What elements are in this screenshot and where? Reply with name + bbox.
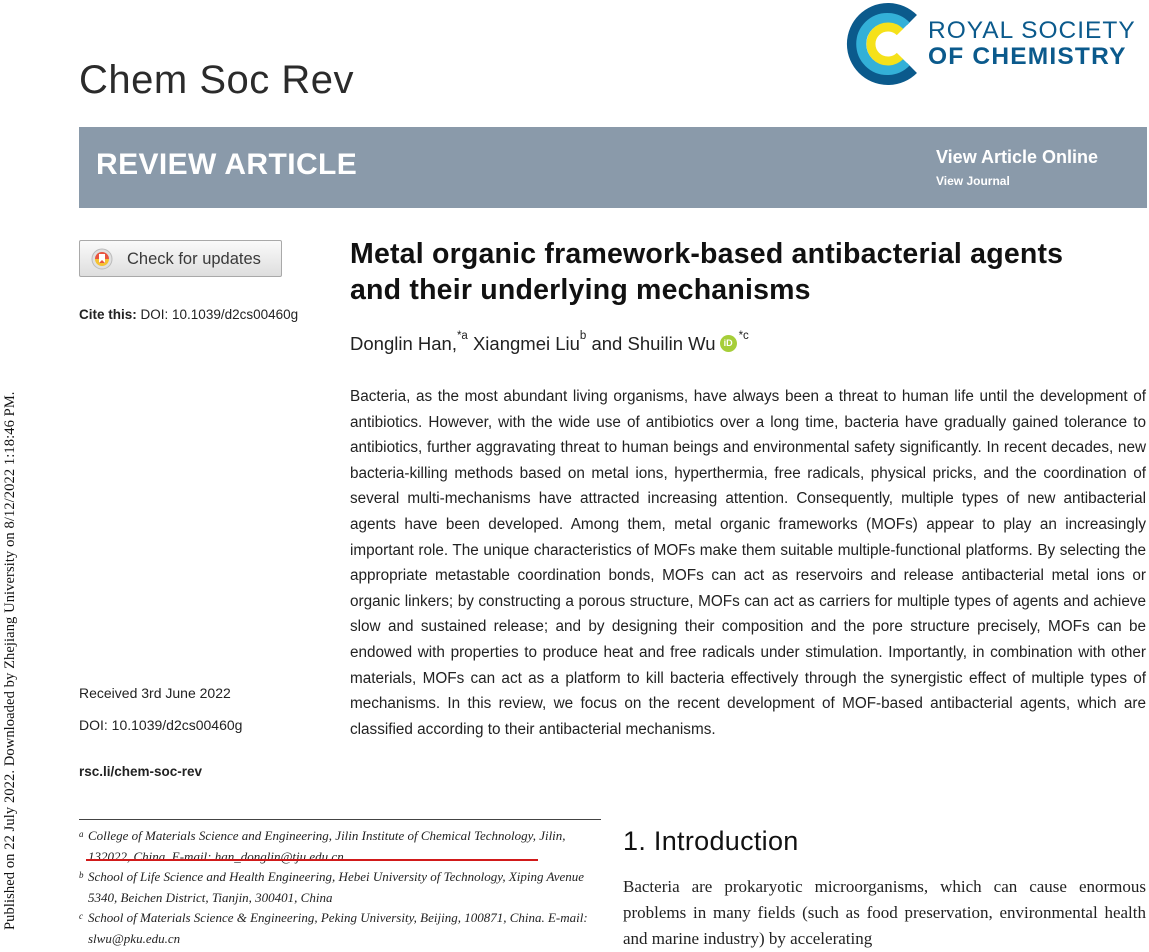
author-affiliation-mark: *a [456,330,468,342]
article-type: REVIEW ARTICLE [96,148,358,181]
affiliation-mark: c [79,911,83,922]
author-name[interactable]: Shuilin Wu [627,333,716,354]
author-affiliation-mark: b [579,330,587,342]
affiliation-mark: a [79,829,84,839]
affiliation-item [79,908,604,949]
red-annotation-underline [86,859,538,861]
journal-title: Chem Soc Rev [79,58,354,102]
rsc-logo-wordmark [928,18,1136,69]
download-stamp-text: Published on 22 July 2022. Downloaded by Zhejiang University on 8/12/2022 1:18:46 PM. [2,391,18,930]
cite-label: Cite this: [79,307,137,322]
affiliation-text: College of Materials Science and Engineering, Jilin Institute of Chemical Technology, Jilin, 132022, China. E-mail: han_donglin@tju.edu.cn [88,828,566,864]
received-date: Received 3rd June 2022 [79,685,231,701]
rsc-logo-line1: ROYAL SOCIETY [928,17,1136,44]
footnote-divider [79,819,601,820]
cite-this [79,307,298,322]
cite-doi[interactable]: DOI: 10.1039/d2cs00460g [140,307,299,322]
orcid-icon[interactable]: iD [720,335,737,352]
affiliation-footnotes [79,826,604,950]
abstract: Bacteria, as the most abundant living organisms, have always been a threat to human life until the development of antibiotics. However, with the wide use of antibiotics over a long time, bacteria have gradually gained tolerance to antibiotics, further aggravating threat to human beings and environmental safety significantly. In recent decades, new bacteria-killing methods based on metal ions, hyperthermia, free radicals, physical pricks, and the coordination of several multi-mechanisms have attracted increasing attention. Consequently, multiple types of new antibacterial agents have been developed. Among them, metal organic frameworks (MOFs) appear to play an increasingly important role. The unique characteristics of MOFs make them suitable multiple-functional platforms. By selecting the appropriate metastable coordination bonds, MOFs can act as reservoirs and release antibacterial metal ions or organic linkers; by constructing a porous structure, MOFs can act as carriers for multiple types of agents and achieve slow and sustained release; and by designing their composition and the pore structure precisely, MOFs can be endowed with properties to produce heat and free radicals under stimulation. Importantly, in combination with other materials, MOFs can act as a platform to kill bacteria effectively through the synergistic effect of multiple types of mechanisms. In this review, we focus on the recent development of MOF-based antibacterial agents, which are classified according to their antibacterial mechanisms. [350,388,1146,738]
journal-url[interactable]: rsc.li/chem-soc-rev [79,764,203,779]
article-title: Metal organic framework-based antibacterial agents and their underlying mechanisms [350,238,1064,307]
check-for-updates-label: Check for updates [127,250,261,268]
author-affiliation-mark: *c [738,330,749,342]
view-article-online-link[interactable]: View Article Online [936,147,1099,167]
introduction-text: Bacteria are prokaryotic microorganisms, which can cause enormous problems in many fields (such as food preservation, environmental health and marine industry) by accelerating [623,877,1146,948]
author-name[interactable]: Xiangmei Liu [472,333,580,354]
article-type-banner [79,127,1147,208]
affiliation-item [79,867,604,908]
rsc-logo-line2: OF CHEMISTRY [928,42,1127,70]
crossmark-icon [91,248,113,270]
affiliation-item [79,826,604,867]
view-journal-link[interactable]: View Journal [936,174,1010,188]
check-for-updates-button[interactable] [79,240,282,277]
introduction-heading: 1. Introduction [623,826,799,856]
article-doi[interactable]: DOI: 10.1039/d2cs00460g [79,717,243,733]
affiliation-text: School of Materials Science & Engineering, Peking University, Beijing, 100871, China. E-mail: slwu@pku.edu.cn [88,910,588,946]
rsc-logo-icon [846,2,926,86]
rsc-logo [846,2,1146,86]
author-name[interactable]: Donglin Han, [350,333,457,354]
author-list [350,330,749,355]
affiliation-mark: b [79,870,84,881]
author-joiner: and [591,333,623,354]
affiliation-text: School of Life Science and Health Engineering, Hebei University of Technology, Xiping Avenue 5340, Beichen District, Tianjin, 300401, China [88,869,585,905]
